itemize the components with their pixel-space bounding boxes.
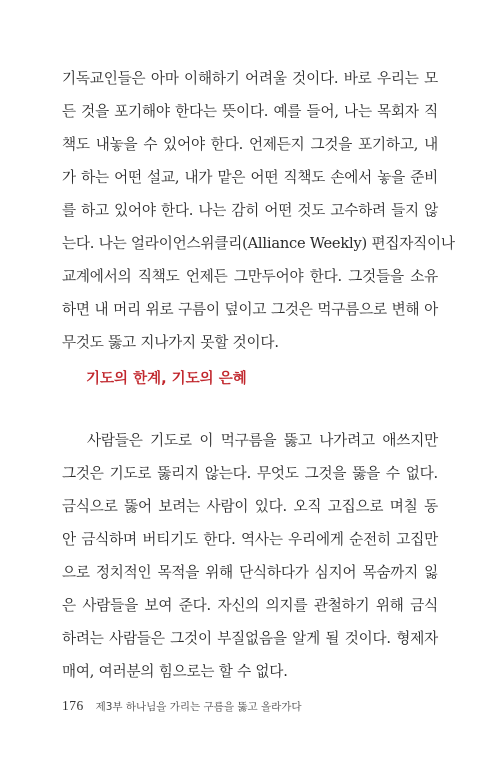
body-paragraph-1 (62, 62, 455, 359)
text-line: 책도 내놓을 수 있어야 한다. 언제든지 그것을 포기하고, 내 (62, 136, 438, 153)
text-line: 가 하는 어떤 설교, 내가 맡은 어떤 직책도 손에서 놓을 준비 (62, 169, 438, 186)
running-title: 제3부 하나님을 가리는 구름을 뚫고 올라가다 (95, 701, 302, 713)
text-line: 으로 정치적인 목적을 위해 단식하다가 심지어 목숨까지 잃 (62, 564, 438, 581)
text-line: 매여, 여러분의 힘으로는 할 수 없다. (62, 663, 288, 680)
body-paragraph-2 (62, 424, 438, 688)
text-line: 그것은 기도로 뚫리지 않는다. 무엇도 그것을 뚫을 수 없다. (62, 465, 438, 482)
text-line: 안 금식하며 버티기도 한다. 역사는 우리에게 순전히 고집만 (62, 531, 438, 548)
text-line: 교계에서의 직책도 언제든 그만두어야 한다. 그것들을 소유 (62, 268, 438, 285)
page-footer (62, 697, 302, 716)
text-line: 무것도 뚫고 지나가지 못할 것이다. (62, 334, 279, 351)
text-line: 를 하고 있어야 한다. 나는 감히 어떤 것도 고수하려 들지 않 (62, 202, 438, 219)
section-heading: 기도의 한계, 기도의 은혜 (86, 371, 247, 387)
text-line: 하려는 사람들은 그것이 부질없음을 알게 될 것이다. 형제자 (62, 630, 438, 647)
text-line: 하면 내 머리 위로 구름이 덮이고 그것은 먹구름으로 변해 아 (62, 301, 438, 318)
text-line: 는다. 나는 얼라이언스위클리(Alliance Weekly) 편집자직이나 (62, 235, 455, 252)
text-line: 사람들은 기도로 이 먹구름을 뚫고 나가려고 애쓰지만 (87, 432, 438, 449)
page-number: 176 (62, 698, 84, 713)
text-line: 금식으로 뚫어 보려는 사람이 있다. 오직 고집으로 며칠 동 (62, 498, 438, 515)
text-line: 기독교인들은 아마 이해하기 어려울 것이다. 바로 우리는 모 (62, 70, 438, 87)
text-line: 든 것을 포기해야 한다는 뜻이다. 예를 들어, 나는 목회자 직 (62, 103, 438, 120)
text-line: 은 사람들을 보여 준다. 자신의 의지를 관철하기 위해 금식 (62, 597, 438, 614)
